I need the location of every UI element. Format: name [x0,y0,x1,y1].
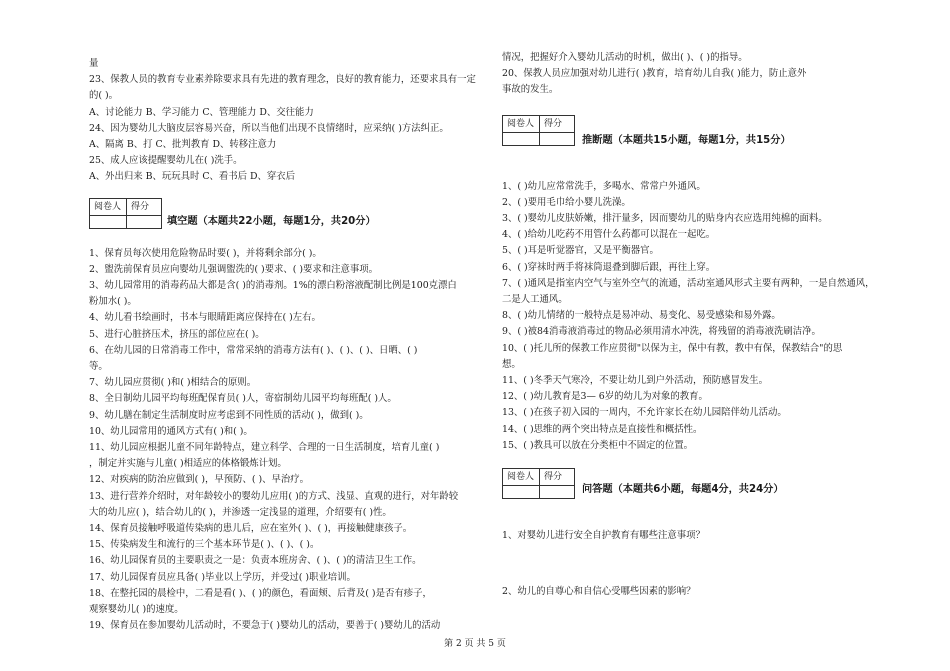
score-label: 得分 [540,469,575,486]
score-box [89,198,162,229]
text-line: 7、幼儿园应贯彻( )和( )相结合的原则。 [89,377,257,389]
right-column [502,50,902,600]
text-line: 24、因为婴幼儿大脑皮层容易兴奋，所以当他们出现不良情绪时，应采纳( )方法纠正。 [89,122,449,134]
text-line: 19、保育员在参加婴幼儿活动时，不要急于( )婴幼儿的活动，要善于( )婴幼儿的活动 [89,620,441,632]
text-line: A、讨论能力 B、学习能力 C、管理能力 D、交往能力 [89,106,314,118]
score-box [502,468,575,499]
text-line: 1、保育员每次使用危险物品时要( )，并将剩余部分( )。 [89,247,322,259]
fill-section-title: 填空题（本题共22小题，每题1分，共20分） [167,215,376,227]
text-line: 3、( )婴幼儿皮肤娇嫩，排汗量多，因而婴幼儿的贴身内衣应选用纯棉的面料。 [502,213,828,225]
qa-section-title: 问答题（本题共6小题，每题4分，共24分） [582,484,784,496]
text-line: 4、幼儿看书绘画时，书本与眼睛距离应保持在( )左右。 [89,312,321,324]
text-line: 4、( )给幼儿吃药不用管什么药都可以混在一起吃。 [502,229,716,241]
score-cell [127,215,162,228]
reviewer-cell [503,486,540,499]
page-footer: 第 2 页 共 5 页 [444,639,506,649]
qa-question-1: 1、对婴幼儿进行安全自护教育有哪些注意事项？ [502,530,705,542]
text-line: 2、盥洗前保育员应向婴幼儿强调盥洗的( )要求、( )要求和注意事项。 [89,263,379,275]
judge-section-title: 推断题（本题共15小题，每题1分，共15分） [582,134,791,146]
text-line: 11、( )冬季天气寒冷，不要让幼儿到户外活动，预防感冒发生。 [502,375,768,387]
text-line: 观察婴幼儿( )的速度。 [89,604,184,616]
score-label: 得分 [127,198,162,215]
text-line: 13、进行营养介绍时，对年龄较小的婴幼儿应用( )的方式、浅显、直观的进行，对年龄较 [89,490,459,502]
reviewer-cell [503,132,540,145]
text-line: 18、在整托园的晨检中，二看是看( )、( )的颜色，看面颊、后背及( )是否有疹子， [89,587,432,599]
left-column [89,56,484,635]
text-line: 10、幼儿园常用的通风方式有( )和( )。 [89,425,253,437]
text-line: 15、( )教具可以放在分类柜中不固定的位置。 [502,439,693,451]
reviewer-label: 阅卷人 [503,115,540,132]
text-line: 8、( )幼儿情绪的一般特点是易冲动、易变化、易受感染和易外露。 [502,310,781,322]
score-box [502,115,575,146]
text-line: 9、幼儿膳在制定生活制度时应考虑到不同性质的活动( )，做到( )。 [89,409,369,421]
text-line: 的( )。 [89,90,119,102]
text-line: 情况，把握好介入婴幼儿活动的时机，做出( )、( )的指导。 [502,52,748,63]
score-label: 得分 [540,115,575,132]
text-line: 17、幼儿园保育员应具备( )毕业以上学历，并受过( )职业培训。 [89,571,356,583]
reviewer-label: 阅卷人 [503,469,540,486]
text-line: 20、保教人员应加强对幼儿进行( )教育，培育幼儿自我( )能力，防止意外 [502,68,807,80]
text-line: 事故的发生。 [502,84,559,96]
text-line: 12、对疾病的防治应做到( )，早预防、( )、早治疗。 [89,474,310,486]
text-line: 10、( )托儿所的保教工作应贯彻"以保为主，保中有教，教中有保，保教结合"的思 [502,342,843,354]
text-line: A、外出归来 B、玩玩具时 C、看书后 D、穿衣后 [89,171,296,183]
judge-questions [502,179,902,454]
text-line: 25、成人应该提醒婴幼儿在( )洗手。 [89,155,243,167]
text-line: A、隔离 B、打 C、批判教育 D、转移注意力 [89,139,277,151]
qa-section-header [502,468,902,520]
text-line: 1、( )幼儿应常常洗手，多喝水、常常户外通风。 [502,180,706,192]
qa-questions [502,528,902,600]
text-line: 大的幼儿应( )，结合幼儿的( )，并渗透一定浅显的道理，介绍要有( )性。 [89,506,392,518]
text-line: 二是人工通风。 [502,294,568,306]
left-top-questions [89,56,484,186]
score-cell [540,132,575,145]
text-line: 5、( )耳是听觉器官，又是平衡器官。 [502,245,659,257]
text-line: 12、( )幼儿教育是3— 6岁的幼儿为对象的教育。 [502,391,708,403]
text-line: 3、幼儿园常用的消毒药品大都是含( )的消毒剂。1%的漂白粉溶液配制比例是100克漂白 [89,280,457,292]
text-line: 14、( )思维的两个突出特点是直接性和概括性。 [502,423,703,435]
judge-section-header [502,115,902,167]
text-line: 11、幼儿园应根据儿童不同年龄特点，建立科学、合理的一日生活制度，培育儿童( ) [89,442,440,454]
text-line: 9、( )被84消毒液消毒过的物品必须用清水冲洗，将残留的消毒液洗刷洁净。 [502,326,821,338]
text-line: 16、幼儿园保育员的主要职责之一是：负责本班房舍、( )、( )的清洁卫生工作。 [89,555,422,567]
score-cell [540,486,575,499]
text-line: 想。 [502,358,521,370]
text-line: 7、( )通风是指室内空气与室外空气的流通，活动室通风形式主要有两种，一是自然通风， [502,277,875,289]
text-line: 6、在幼儿园的日常消毒工作中，常常采纳的消毒方法有( )、( )、( )、日晒、( ) [89,344,418,356]
text-line: 13、( )在孩子初入园的一周内，不允许家长在幼儿园陪伴幼儿活动。 [502,407,787,419]
fill-section-header [89,198,484,246]
fill-questions [89,246,484,635]
reviewer-label: 阅卷人 [90,198,127,215]
text-line: 2、( )要用毛巾给小婴儿洗澡。 [502,196,631,208]
reviewer-cell [90,215,127,228]
text-line: 等。 [89,361,108,373]
qa-question-2: 2、幼儿的自尊心和自信心受哪些因素的影响？ [502,586,696,598]
right-top-lines [502,50,902,99]
text-line: 5、进行心脏挤压术，挤压的部位应在( )。 [89,328,265,340]
text-line: 量 [89,58,99,69]
text-line: 6、( )穿袜时两手将袜筒退叠到脚后跟，再往上穿。 [502,261,716,273]
text-line: 粉加水( )。 [89,296,137,308]
text-line: 15、传染病发生和流行的三个基本环节是( )、( )、( )。 [89,539,320,551]
text-line: 8、全日制幼儿园平均每班配保育员( )人，寄宿制幼儿园平均每班配( )人。 [89,393,397,405]
text-line: ，制定并实施与儿童( )相适应的体格锻炼计划。 [89,458,287,470]
text-line: 23、保教人员的教育专业素养除要求具有先进的教育理念，良好的教育能力，还要求具有一定 [89,74,476,86]
text-line: 14、保育员接触呼吸道传染病的患儿后，应在室外( )、( )，再接触健康孩子。 [89,523,413,535]
